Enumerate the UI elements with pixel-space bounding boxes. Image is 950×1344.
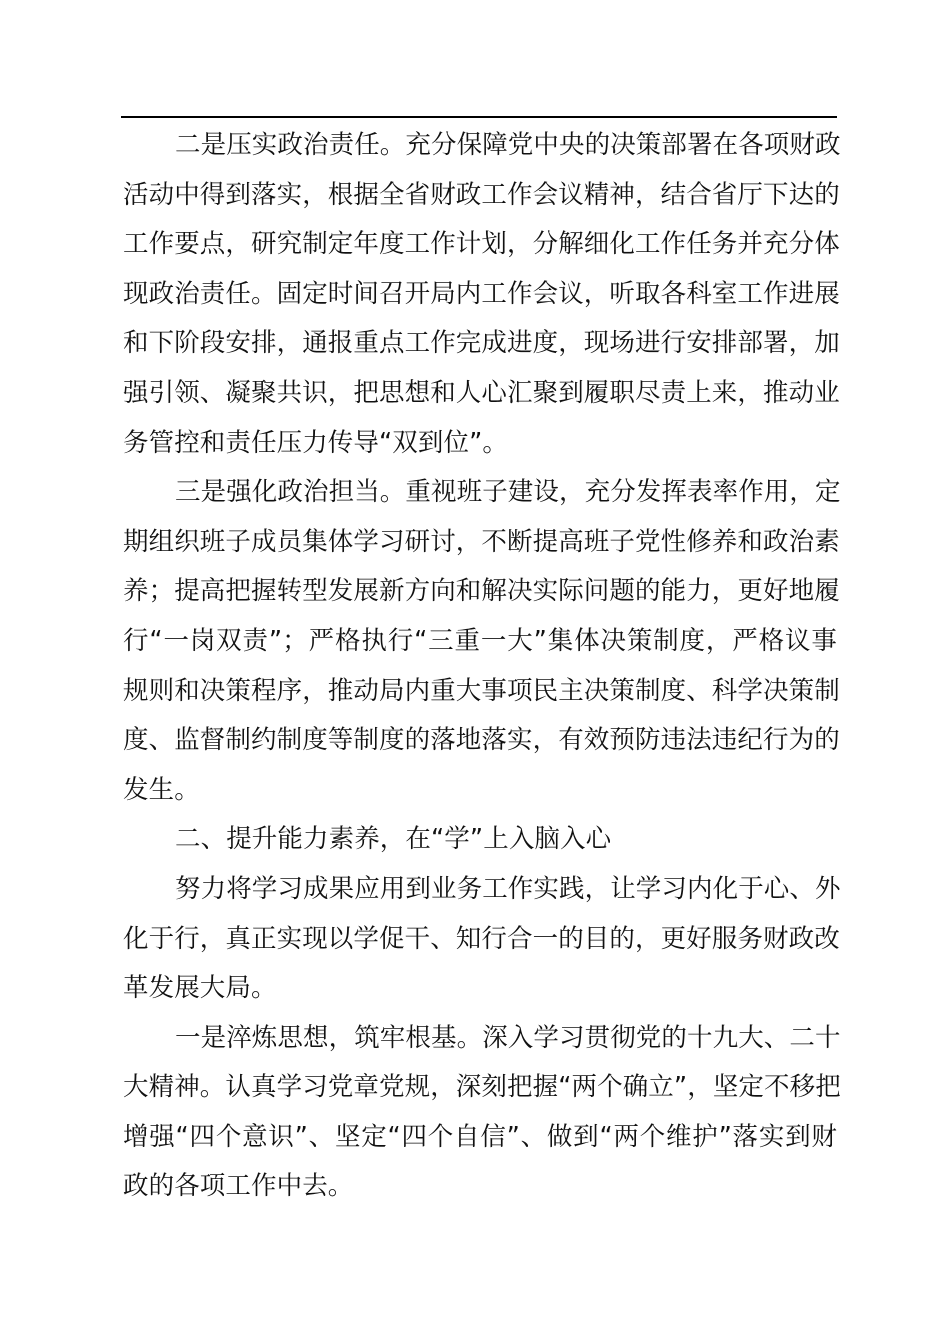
paragraph-apply-learning [123, 865, 841, 1014]
text-line: 行“一岗双责”；严格执行“三重一大”集体决策制度，严格议事 [123, 625, 837, 656]
section-heading-text: 二、提升能力素养，在“学”上入脑入心 [175, 824, 612, 855]
paragraph-temper-thought [123, 1014, 841, 1212]
text-line: 三是强化政治担当。重视班子建设，充分发挥表率作用，定 [175, 477, 841, 508]
text-line: 现政治责任。固定时间召开局内工作会议，听取各科室工作进展 [123, 278, 840, 309]
text-line: 政的各项工作中去。 [123, 1171, 354, 1202]
paragraph-political-responsibility [123, 121, 841, 468]
text-line: 期组织班子成员集体学习研讨，不断提高班子党性修养和政治素 [123, 526, 840, 557]
header-rule [121, 116, 837, 118]
text-line: 二是压实政治责任。充分保障党中央的决策部署在各项财政 [175, 130, 841, 160]
text-line: 努力将学习成果应用到业务工作实践，让学习内化于心、外 [175, 873, 841, 904]
document-body [123, 121, 841, 1212]
text-line: 强引领、凝聚共识，把思想和人心汇聚到履职尽责上来，推动业 [123, 377, 840, 408]
text-line: 发生。 [123, 774, 200, 805]
text-line: 化于行，真正实现以学促干、知行合一的目的，更好服务财政改 [123, 923, 840, 954]
text-line: 增强“四个意识”、坚定“四个自信”、做到“两个维护”落实到财 [123, 1121, 837, 1152]
paragraph-political-commitment [123, 468, 841, 815]
text-line: 度、监督制约制度等制度的落地落实，有效预防违法违纪行为的 [123, 725, 840, 756]
text-line: 革发展大局。 [123, 973, 277, 1004]
text-line: 活动中得到落实，根据全省财政工作会议精神，结合省厅下达的 [123, 179, 840, 210]
text-line: 大精神。认真学习党章党规，深刻把握“两个确立”，坚定不移把 [123, 1072, 841, 1103]
text-line: 养；提高把握转型发展新方向和解决实际问题的能力，更好地履 [123, 576, 840, 607]
text-line: 一是淬炼思想，筑牢根基。深入学习贯彻党的十九大、二十 [175, 1022, 841, 1053]
text-line: 工作要点，研究制定年度工作计划，分解细化工作任务并充分体 [123, 229, 840, 260]
text-line: 和下阶段安排，通报重点工作完成进度，现场进行安排部署，加 [123, 328, 840, 359]
text-line: 规则和决策程序，推动局内重大事项民主决策制度、科学决策制 [123, 675, 840, 706]
section-heading [123, 815, 837, 865]
text-line: 务管控和责任压力传导“双到位”。 [123, 427, 509, 458]
